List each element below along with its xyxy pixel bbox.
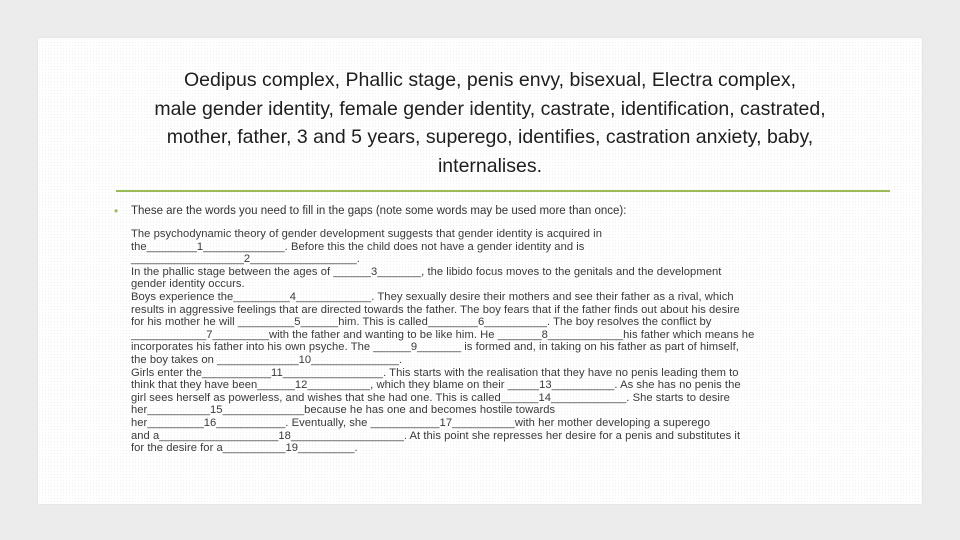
paragraph-line: The psychodynamic theory of gender development suggests that gender identity is acquired in	[131, 228, 602, 240]
paragraph-line: her_________16___________. Eventually, she ___________17__________with her mother developing a superego	[131, 416, 711, 429]
paragraph-line: ____________7_________with the father and wanting to be like him. He _______8____________his father which means he	[131, 328, 755, 341]
slide-title	[108, 66, 872, 180]
bullet-icon: •	[114, 204, 119, 218]
title-line: internalises.	[437, 154, 543, 177]
paragraph-line: Girls enter the___________11________________. This starts with the realisation that they have no penis leading them to	[131, 366, 739, 379]
paragraph-line: think that they have been______12__________, which they blame on their _____13__________. As she has no penis the	[131, 379, 741, 392]
paragraph-line: girl sees herself as powerless, and wishes that she had one. This is called______14____________. She starts to desire	[131, 391, 730, 404]
paragraph-line: for his mother he will _________5______him. This is called________6__________. The boy resolves the conflict by	[131, 316, 712, 329]
paragraph-line: her__________15_____________because he has one and becomes hostile towards	[131, 404, 556, 417]
cloze-paragraph	[131, 228, 891, 455]
paragraph-line: for the desire for a__________19_________.	[131, 442, 358, 455]
paragraph-line: Boys experience the_________4____________. They sexually desire their mothers and see their father as a rival, which	[131, 290, 734, 303]
paragraph-line: and a___________________18__________________. At this point she represses her desire for a penis and substitutes it	[131, 429, 741, 442]
slide	[38, 38, 922, 504]
paragraph-line: incorporates his father into his own psyche. The ______9_______ is formed and, in taking on his father as part of himself,	[131, 341, 739, 354]
paragraph-line: gender identity occurs.	[131, 278, 245, 291]
paragraph-line: the boy takes on _____________10______________.	[131, 353, 403, 366]
title-line: Oedipus complex, Phallic stage, penis envy, bisexual, Electra complex,	[183, 69, 797, 91]
instruction-text: These are the words you need to fill in the gaps (note some words may be used more than once):	[131, 205, 627, 217]
title-line: mother, father, 3 and 5 years, superego, identifies, castration anxiety, baby,	[166, 126, 814, 148]
paragraph-line: In the phallic stage between the ages of ______3_______, the libido focus moves to the genitals and the development	[131, 265, 722, 278]
paragraph-line: results in aggressive feelings that are directed towards the father. The boy fears that if the father finds out about his desire	[131, 303, 740, 316]
divider-rule	[116, 190, 890, 192]
paragraph-line: the________1_____________. Before this the child does not have a gender identity and is	[131, 240, 585, 253]
title-line: male gender identity, female gender identity, castrate, identification, castrated,	[154, 97, 826, 120]
paragraph-line: __________________2_________________.	[131, 253, 360, 266]
